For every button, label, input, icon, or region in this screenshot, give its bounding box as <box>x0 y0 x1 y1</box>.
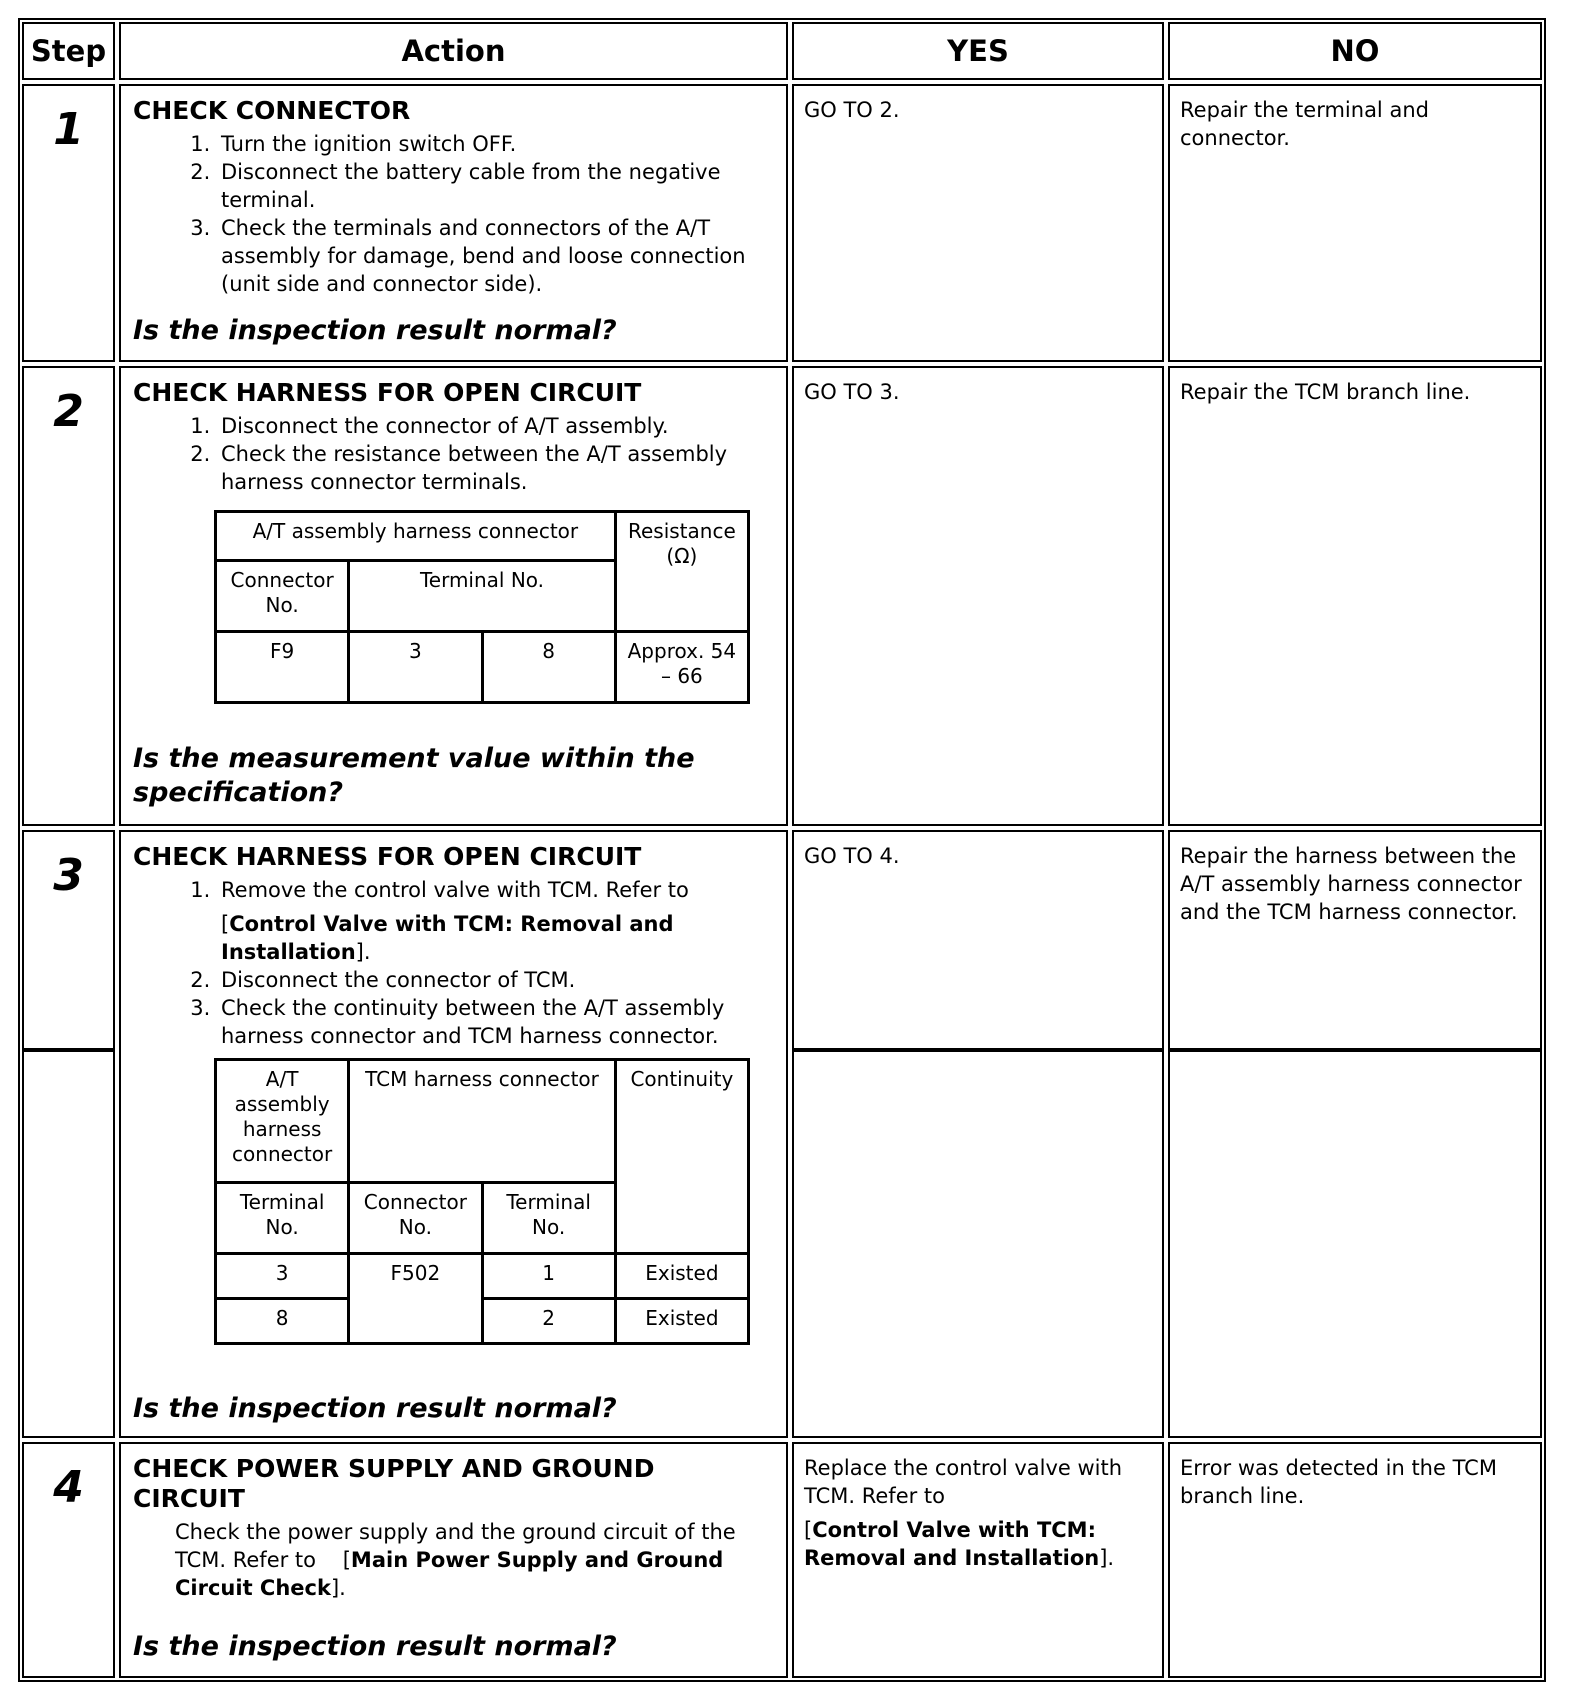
step-question: Is the inspection result normal? <box>133 1393 617 1424</box>
reference-link[interactable]: Main Power Supply and Ground Circuit Check <box>175 1548 724 1600</box>
step-number: 3 <box>22 830 115 1050</box>
reference-link[interactable]: Control Valve with TCM: Removal and Installation <box>804 1518 1100 1570</box>
step-title: CHECK HARNESS FOR OPEN CIRCUIT <box>133 378 642 407</box>
continuity-value: Existed <box>615 1299 748 1344</box>
step-2-no: Repair the TCM branch line. <box>1168 366 1542 826</box>
step-3-action <box>119 830 788 1438</box>
step-number: 4 <box>22 1442 115 1678</box>
step-4-action <box>119 1442 788 1678</box>
step-3-yes: GO TO 4. <box>792 830 1164 1050</box>
step-4-no: Error was detected in the TCM branch line. <box>1168 1442 1542 1678</box>
at-terminal-value: 8 <box>216 1299 349 1344</box>
step-instructions <box>133 412 776 496</box>
instruction-item: 2. Disconnect the battery cable from the negative terminal. <box>217 158 776 214</box>
step-question: Is the inspection result normal? <box>133 315 617 346</box>
step-instructions <box>133 130 776 298</box>
instruction-item: 3. Check the continuity between the A/T assembly harness connector and TCM harness connector. <box>217 994 776 1050</box>
continuity-spec-table <box>214 1058 750 1345</box>
step-question: Is the measurement value within the specification? <box>133 743 695 808</box>
step-1-no: Repair the terminal and connector. <box>1168 84 1542 362</box>
reference-link[interactable]: Control Valve with TCM: Removal and Installation <box>221 912 674 964</box>
terminal-no-header: Terminal No. <box>349 561 616 632</box>
step-2-action <box>119 366 788 826</box>
tcm-connector-no-header: Connector No. <box>349 1183 482 1254</box>
step-title: CHECK HARNESS FOR OPEN CIRCUIT <box>133 842 642 871</box>
header-no: NO <box>1168 22 1542 80</box>
step-1-action <box>119 84 788 362</box>
at-terminal-header: Terminal No. <box>216 1183 349 1254</box>
header-yes: YES <box>792 22 1164 80</box>
step-3-no: Repair the harness between the A/T assembly harness connector and the TCM harness connector. <box>1168 830 1542 1050</box>
step-number: 2 <box>22 366 115 826</box>
continuity-value: Existed <box>615 1254 748 1299</box>
tcm-connector-value: F502 <box>349 1254 482 1344</box>
connector-no-header: Connector No. <box>216 561 349 632</box>
resistance-header: Resistance (Ω) <box>615 512 748 632</box>
yes-text: Replace the control valve with TCM. Refer to <box>804 1456 1123 1508</box>
instruction-item: 1. Disconnect the connector of A/T assembly. <box>217 412 776 440</box>
header-step: Step <box>22 22 115 80</box>
step-4-yes: Replace the control valve with TCM. Refer to [Control Valve with TCM: Removal and Installation]. <box>792 1442 1164 1678</box>
instruction-text: Check the power supply and the ground circuit of the TCM. Refer to <box>175 1520 736 1572</box>
instruction-item: 2. Disconnect the connector of TCM. <box>217 966 776 994</box>
header-action: Action <box>119 22 788 80</box>
step-3-yes-continuation <box>792 1050 1164 1438</box>
instruction-item: 2. Check the resistance between the A/T assembly harness connector terminals. <box>217 440 776 496</box>
step-3-no-continuation <box>1168 1050 1542 1438</box>
step-title: CHECK POWER SUPPLY AND GROUND CIRCUIT <box>133 1454 655 1513</box>
table-group-header: A/T assembly harness connector <box>216 512 616 561</box>
instruction-text: Remove the control valve with TCM. Refer to <box>221 878 689 902</box>
resistance-value: Approx. 54 – 66 <box>615 632 748 703</box>
at-terminal-value: 3 <box>216 1254 349 1299</box>
step-1-yes: GO TO 2. <box>792 84 1164 362</box>
step-instructions <box>133 876 776 1050</box>
step-question: Is the inspection result normal? <box>133 1631 617 1662</box>
at-connector-header: A/T assembly harness connector <box>216 1060 349 1183</box>
tcm-terminal-value: 1 <box>482 1254 615 1299</box>
resistance-spec-table <box>214 510 750 704</box>
instruction-item: 1. Turn the ignition switch OFF. <box>217 130 776 158</box>
tcm-connector-header: TCM harness connector <box>349 1060 616 1183</box>
step-number: 1 <box>22 84 115 362</box>
step-title: CHECK CONNECTOR <box>133 96 411 125</box>
instruction-item: 1. Remove the control valve with TCM. Refer to [Control Valve with TCM: Removal and Installation]. <box>217 876 776 966</box>
connector-value: F9 <box>216 632 349 703</box>
terminal-value: 3 <box>349 632 482 703</box>
step-2-yes: GO TO 3. <box>792 366 1164 826</box>
tcm-terminal-value: 2 <box>482 1299 615 1344</box>
continuity-header: Continuity <box>615 1060 748 1254</box>
step-3-continuation <box>22 1050 115 1438</box>
terminal-value: 8 <box>482 632 615 703</box>
instruction-item: 3. Check the terminals and connectors of the A/T assembly for damage, bend and loose connection (unit side and connector side). <box>217 214 776 298</box>
step-instruction: Check the power supply and the ground circuit of the TCM. Refer to [Main Power Supply and Ground Circuit Check]. <box>175 1520 736 1600</box>
tcm-terminal-header: Terminal No. <box>482 1183 615 1254</box>
